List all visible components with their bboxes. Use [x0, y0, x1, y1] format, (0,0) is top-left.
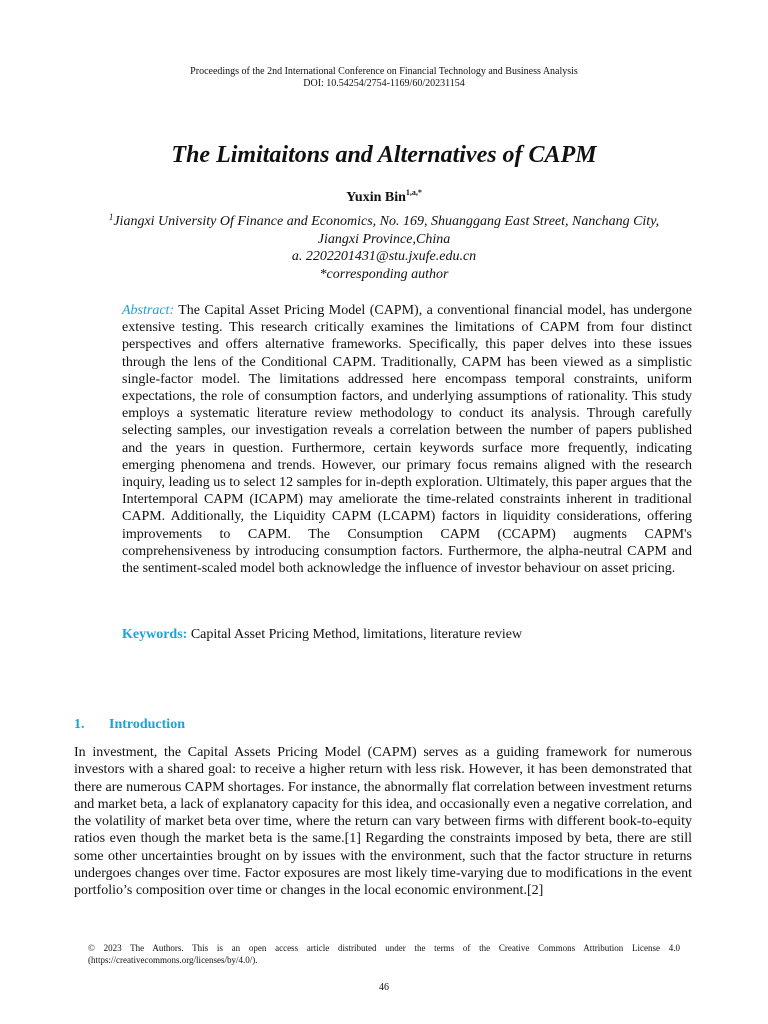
page-number: 46 [379, 982, 389, 993]
doi-line: DOI: 10.54254/2754-1169/60/20231154 [303, 78, 465, 89]
affiliation-line-1 [0, 213, 768, 231]
author-superscript: 1,a,* [405, 188, 422, 197]
author-name: Yuxin Bin [346, 190, 406, 205]
affiliation-block [0, 213, 768, 283]
section-heading-introduction [74, 716, 185, 734]
corresponding-author-note: *corresponding author [319, 266, 449, 282]
affiliation-text-1: Jiangxi University Of Finance and Economics, No. 169, Shuanggang East Street, Nanchang City, [113, 214, 660, 229]
author-line [0, 189, 768, 207]
keywords-label: Keywords: [122, 627, 188, 642]
paper-title: The Limitaitons and Alternatives of CAPM [171, 142, 597, 168]
license-footnote: © 2023 The Authors. This is an open access article distributed under the terms of the Creative Commons Attribution License 4.0 (https://creativecommons.org/licenses/by/4.0/). [88, 943, 680, 965]
abstract-text: The Capital Asset Pricing Model (CAPM), a conventional financial model, has undergone extensive testing. This research critically examines the limitations of CAPM from four distinct perspectives and offers alternative frameworks. Specifically, this paper delves into these issues through the lens of the Conditional CAPM. Traditionally, CAPM has been viewed as a simplistic single-factor model. The limitations addressed here encompass temporal constraints, uniform expectations, the role of consumption factors, and underlying assumptions of rationality. This study employs a systematic literature review methodology to conduct its analysis. Through carefully selecting samples, our investigation reveals a correlation between the number of papers published and the years in question. Furthermore, certain keywords surface more frequently, indicating emerging phenomena and trends. However, our primary focus remains aligned with the research inquiry, leading us to select 12 samples for in-depth exploration. Ultimately, this paper argues that the Intertemporal CAPM (ICAPM) may ameliorate the time-related constraints inherent in traditional CAPM. Additionally, the Liquidity CAPM (LCAPM) factors in liquidity considerations, offering improvements to CAPM. The Consumption CAPM (CCAPM) augments CAPM's comprehensiveness by introducing consumption factors. Furthermore, the alpha-neutral CAPM and the sentiment-scaled model both acknowledge the influence of investor behaviour on asset pricing. [122, 303, 693, 577]
affiliation-line-2: Jiangxi Province,China [317, 231, 451, 247]
page-header [0, 66, 768, 90]
proceedings-line: Proceedings of the 2nd International Conference on Financial Technology and Business Analysis [190, 66, 578, 77]
section-title: Introduction [109, 717, 185, 732]
keywords-text: Capital Asset Pricing Method, limitations, literature review [190, 627, 523, 642]
introduction-paragraph: In investment, the Capital Assets Pricing Model (CAPM) serves as a guiding framework for numerous investors with a shared goal: to receive a higher return with less risk. However, it has been demonstrated that there are numerous CAPM shortages. For instance, the abnormally flat correlation between investment returns and market beta, a lack of explanatory capacity for this idea, and occasionally even a negative correlation, and the volatility of market beta over time, where the return can vary between firms with different book-to-equity ratios even though the market beta is the same.[1] Regarding the constraints imposed by beta, there are still some other uncertainties brought on by issues with the environment, such that the factor structure in returns undergoes changes over time. Factor exposures are most likely time-varying due to modifications in the event portfolio’s composition over time or changes in the local economic environment.[2] [74, 745, 692, 899]
author-email: a. 2202201431@stu.jxufe.edu.cn [291, 249, 477, 264]
section-number: 1. [74, 717, 85, 732]
affiliation-marker: 1 [108, 212, 114, 222]
keywords [122, 626, 692, 644]
abstract [122, 302, 692, 577]
abstract-label: Abstract: [122, 303, 175, 318]
